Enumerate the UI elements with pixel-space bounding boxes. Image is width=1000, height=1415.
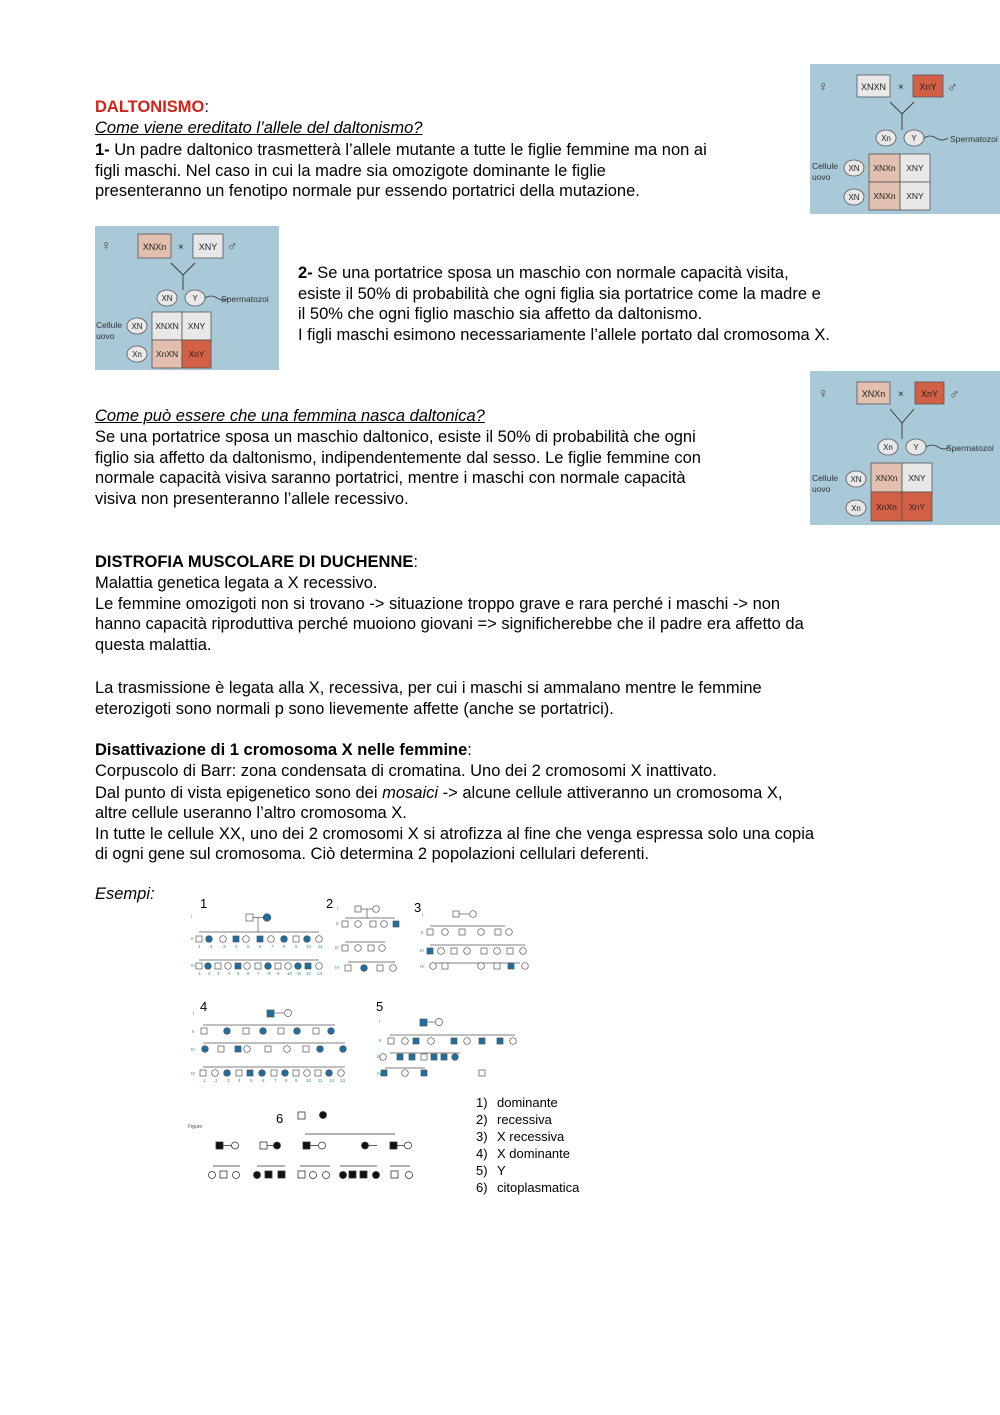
svg-text:9: 9 bbox=[295, 944, 298, 949]
svg-text:1: 1 bbox=[198, 971, 201, 976]
svg-text:XNXn: XNXn bbox=[873, 163, 896, 173]
svg-text:6: 6 bbox=[247, 971, 250, 976]
svg-text:XNXn: XNXn bbox=[873, 191, 896, 201]
punnett-diagram-3 bbox=[810, 371, 1000, 525]
question-inheritance: Come viene ereditato l’allele del daltonismo? bbox=[95, 119, 423, 137]
svg-text:XN: XN bbox=[161, 294, 173, 303]
inactivation-paragraph: Corpuscolo di Barr: zona condensata di cromatina. Uno dei 2 cromosomi X inattivato. Dal punto di vista epigenetico sono dei mosaici -> alcune cellule attiveranno un cromosoma X, altre cellule useranno l’altro cromosoma X. In tutte le cellule XX, uno dei 2 cromosomi X si atrofizza al fine che venga espressa solo una copia di ogni gene sul cromosoma. Ciò determina 2 popolazioni cellulari deferenti. bbox=[95, 762, 815, 863]
svg-text:2: 2 bbox=[210, 944, 213, 949]
pedigree-number-4: 4 bbox=[200, 999, 208, 1014]
svg-text:Y: Y bbox=[911, 134, 917, 143]
legend-item: 3) X recessiva bbox=[476, 1129, 565, 1144]
svg-text:I: I bbox=[337, 906, 339, 911]
svg-text:XN: XN bbox=[131, 322, 143, 331]
svg-text:12: 12 bbox=[306, 971, 312, 976]
figure-caption: Figure bbox=[188, 1124, 203, 1130]
svg-text:10: 10 bbox=[306, 944, 312, 949]
svg-text:XnXn: XnXn bbox=[876, 502, 897, 512]
inactivation-heading: Disattivazione di 1 cromosoma X nelle femmine: bbox=[95, 741, 472, 759]
paragraph-2: 2- Se una portatrice sposa un maschio con normale capacità visita, esiste il 50% di probabilità che ogni figlia sia portatrice come la madre e il 50% che ogni figlio maschio sia affetto da daltonismo. I figli maschi esimono necessariamente l’allele portato dal cromosoma X. bbox=[298, 264, 830, 344]
svg-text:II: II bbox=[192, 1029, 195, 1034]
svg-text:IV: IV bbox=[420, 964, 425, 969]
svg-text:♀: ♀ bbox=[818, 385, 829, 401]
svg-text:III: III bbox=[420, 948, 424, 953]
svg-text:uovo: uovo bbox=[96, 331, 115, 341]
pedigree-number-2: 2 bbox=[326, 896, 334, 911]
duchenne-title: DISTROFIA MUSCOLARE DI DUCHENNE bbox=[95, 553, 414, 571]
svg-text:11: 11 bbox=[318, 1078, 323, 1083]
legend-item: 5) Y bbox=[476, 1163, 506, 1178]
svg-text:XnY: XnY bbox=[908, 502, 926, 512]
svg-text:10: 10 bbox=[287, 971, 293, 976]
svg-text:9: 9 bbox=[295, 1078, 298, 1083]
pedigree-6 bbox=[209, 1112, 413, 1179]
pedigree-4 bbox=[200, 1010, 346, 1077]
svg-text:XN: XN bbox=[848, 193, 860, 202]
duchenne-paragraph-2: La trasmissione è legata alla X, recessiva, per cui i maschi si ammalano mentre le femmine eterozigoti sono normali p sono lievemente affette (anche se portatrici). bbox=[95, 679, 762, 718]
svg-text:XNXn: XNXn bbox=[875, 473, 898, 483]
svg-text:1: 1 bbox=[203, 1078, 206, 1083]
svg-text:Cellule: Cellule bbox=[96, 320, 122, 330]
svg-text:10: 10 bbox=[306, 1078, 312, 1083]
svg-text:II: II bbox=[379, 1038, 382, 1043]
svg-text:5: 5 bbox=[247, 944, 250, 949]
svg-text:1: 1 bbox=[198, 944, 201, 949]
svg-text:II: II bbox=[191, 936, 194, 941]
svg-text:XnXN: XnXN bbox=[155, 349, 179, 359]
svg-text:XNY: XNY bbox=[187, 321, 206, 331]
pedigree-2 bbox=[342, 906, 399, 972]
svg-text:5: 5 bbox=[250, 1078, 253, 1083]
svg-text:XN: XN bbox=[850, 475, 862, 484]
pedigree-number-6: 6 bbox=[276, 1111, 284, 1126]
svg-text:XNY: XNY bbox=[906, 191, 924, 201]
father-genotype: XnY bbox=[919, 82, 937, 92]
svg-text:II: II bbox=[421, 930, 424, 935]
svg-text:Xn: Xn bbox=[132, 350, 142, 359]
svg-text:Y: Y bbox=[192, 294, 198, 303]
svg-text:7: 7 bbox=[274, 1078, 277, 1083]
legend-item: 2) recessiva bbox=[476, 1112, 552, 1127]
svg-text:IV: IV bbox=[377, 1071, 382, 1076]
svg-text:I: I bbox=[379, 1019, 381, 1024]
svg-text:Xn: Xn bbox=[851, 504, 861, 513]
svg-text:2: 2 bbox=[215, 1078, 218, 1083]
legend-item: 6) citoplasmatica bbox=[476, 1180, 580, 1195]
female-symbol: ♀ bbox=[818, 78, 829, 94]
daltonismo-title: DALTONISMO bbox=[95, 98, 205, 116]
punnett-diagram-1 bbox=[810, 64, 1000, 214]
svg-text:3: 3 bbox=[217, 971, 220, 976]
daltonismo-heading: DALTONISMO: bbox=[95, 98, 209, 116]
paragraph-3: Se una portatrice sposa un maschio daltonico, esiste il 50% di probabilità che ogni figlio sia affetto da daltonismo, indipendentemente dal sesso. Le figlie femmine con normale capacità visiva saranno portatrici, mentre i maschi con normale capacità visiva non presenteranno l’allele recessivo. bbox=[95, 428, 701, 508]
svg-text:XNY: XNY bbox=[906, 163, 924, 173]
svg-text:XnY: XnY bbox=[188, 349, 205, 359]
svg-text:XNY: XNY bbox=[908, 473, 926, 483]
svg-text:3: 3 bbox=[227, 1078, 230, 1083]
svg-text:6: 6 bbox=[259, 944, 262, 949]
svg-text:uovo: uovo bbox=[812, 484, 831, 494]
male-symbol: ♂ bbox=[947, 79, 958, 95]
svg-text:Xn: Xn bbox=[883, 443, 893, 452]
svg-text:IV: IV bbox=[191, 1071, 196, 1076]
svg-text:II: II bbox=[336, 921, 339, 926]
duchenne-heading: DISTROFIA MUSCOLARE DI DUCHENNE: bbox=[95, 553, 418, 571]
svg-text:5: 5 bbox=[237, 971, 240, 976]
svg-text:Spermatozoi: Spermatozoi bbox=[221, 294, 269, 304]
sperm-label: Spermatozoi bbox=[950, 134, 998, 144]
svg-text:9: 9 bbox=[277, 971, 280, 976]
svg-text:XNY: XNY bbox=[198, 242, 218, 252]
pedigree-5 bbox=[380, 1019, 517, 1077]
pedigree-3 bbox=[427, 911, 528, 970]
question-female-colorblind: Come può essere che una femmina nasca daltonica? bbox=[95, 407, 485, 425]
svg-text:I: I bbox=[422, 912, 424, 917]
pedigree-legend bbox=[476, 1094, 579, 1196]
svg-text:7: 7 bbox=[257, 971, 260, 976]
svg-text:III: III bbox=[335, 945, 339, 950]
svg-text:12: 12 bbox=[329, 1078, 335, 1083]
svg-text:III: III bbox=[191, 963, 195, 968]
svg-text:4: 4 bbox=[238, 1078, 241, 1083]
svg-text:XnY: XnY bbox=[920, 389, 939, 399]
svg-text:IV: IV bbox=[335, 965, 340, 970]
svg-text:Cellule: Cellule bbox=[812, 473, 838, 483]
legend-item: 4) X dominante bbox=[476, 1146, 570, 1161]
svg-text:III: III bbox=[191, 1047, 195, 1052]
svg-text:2: 2 bbox=[208, 971, 211, 976]
punnett-diagram-2 bbox=[95, 226, 279, 370]
pedigree-number-1: 1 bbox=[200, 896, 208, 911]
svg-text:11: 11 bbox=[297, 971, 302, 976]
svg-text:XN: XN bbox=[848, 164, 860, 173]
svg-text:8: 8 bbox=[283, 944, 286, 949]
duchenne-paragraph: Malattia genetica legata a X recessivo. Le femmine omozigoti non si trovano -> situazione troppo grave e rara perché i maschi -> non hanno capacità riproduttiva perché muoiono giovani => significherebbe che il padre era affetto da questa malattia. bbox=[95, 574, 804, 654]
svg-text:11: 11 bbox=[318, 944, 323, 949]
svg-text:Xn: Xn bbox=[881, 134, 891, 143]
svg-text:8: 8 bbox=[285, 1078, 288, 1083]
svg-text:Y: Y bbox=[913, 443, 919, 452]
svg-text:♂: ♂ bbox=[949, 386, 960, 402]
svg-text:XNXn: XNXn bbox=[142, 242, 167, 252]
svg-text:I: I bbox=[191, 914, 193, 919]
svg-text:III: III bbox=[377, 1054, 381, 1059]
svg-text:3: 3 bbox=[223, 944, 226, 949]
pedigree-number-3: 3 bbox=[414, 900, 422, 915]
svg-text:8: 8 bbox=[268, 971, 271, 976]
pedigree-number-5: 5 bbox=[376, 999, 384, 1014]
svg-text:4: 4 bbox=[235, 944, 238, 949]
svg-text:I: I bbox=[193, 1011, 195, 1016]
svg-text:13: 13 bbox=[317, 971, 323, 976]
paragraph-1: 1- Un padre daltonico trasmetterà l’allele mutante a tutte le figlie femmine ma non ai figli maschi. Nel caso in cui la madre sia omozigote dominante le figlie presenteranno un fenotipo normale pur essendo portatrici della mutazione. bbox=[95, 141, 707, 200]
svg-text:XNXn: XNXn bbox=[861, 389, 886, 399]
svg-text:×: × bbox=[898, 82, 904, 93]
svg-text:6: 6 bbox=[262, 1078, 265, 1083]
svg-text:4: 4 bbox=[228, 971, 231, 976]
svg-text:13: 13 bbox=[340, 1078, 346, 1083]
svg-text:♀: ♀ bbox=[101, 237, 112, 253]
svg-text:Spermatozoi: Spermatozoi bbox=[946, 443, 994, 453]
pedigree-1 bbox=[196, 914, 322, 970]
legend-item: 1) dominante bbox=[476, 1095, 558, 1110]
svg-text:Cellule: Cellule bbox=[812, 161, 838, 171]
svg-text:XNXN: XNXN bbox=[155, 321, 179, 331]
examples-label: Esempi: bbox=[95, 885, 155, 903]
inactivation-title: Disattivazione di 1 cromosoma X nelle femmine bbox=[95, 741, 468, 759]
svg-text:×: × bbox=[178, 242, 184, 253]
mother-genotype: XNXN bbox=[860, 82, 887, 92]
svg-text:uovo: uovo bbox=[812, 172, 831, 182]
svg-text:7: 7 bbox=[271, 944, 274, 949]
svg-text:×: × bbox=[898, 389, 904, 400]
svg-text:♂: ♂ bbox=[227, 238, 238, 254]
